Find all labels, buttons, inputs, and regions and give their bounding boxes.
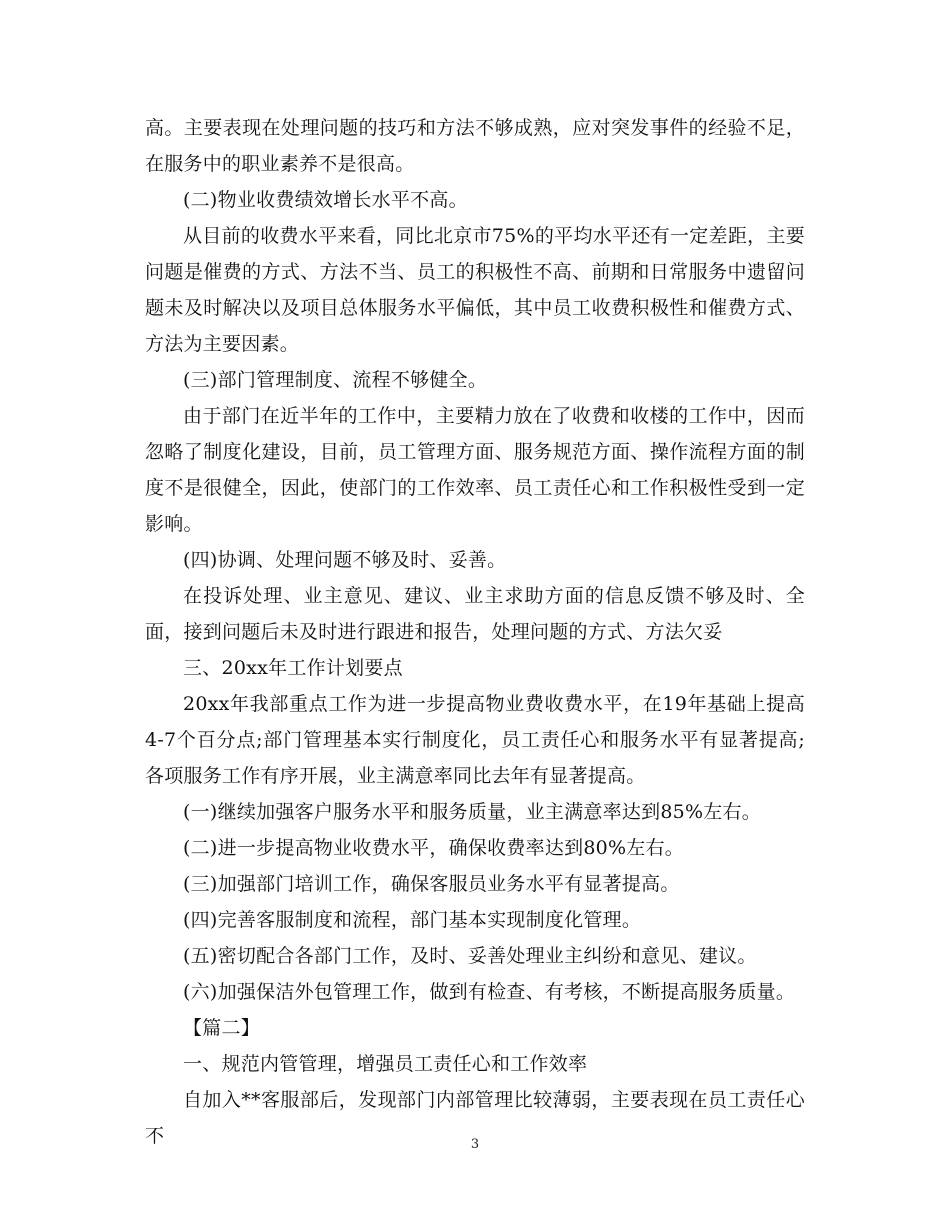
plan-item-4: (四)完善客服制度和流程，部门基本实现制度化管理。 — [183, 909, 642, 931]
paragraph-work-plan: 20xx年我部重点工作为进一步提高物业费收费水平，在19年基础上提高4-7个百分点;部门管理基本实行制度化，员工责任心和服务水平有显著提高;各项服务工作有序开展，业主满意率同比去年有显著提高。 — [145, 693, 805, 787]
plan-item-6: (六)加强保洁外包管理工作，做到有检查、有考核，不断提高服务质量。 — [183, 981, 796, 1003]
plan-item-2: (二)进一步提高物业收费水平，确保收费率达到80%左右。 — [183, 837, 685, 859]
paragraph-management-system: 由于部门在近半年的工作中，主要精力放在了收费和收楼的工作中，因而忽略了制度化建设，目前，员工管理方面、服务规范方面、操作流程方面的制度不是很健全，因此，使部门的工作效率、员工责任心和工作积极性受到一定影响。 — [145, 405, 805, 535]
paragraph-continuation: 高。主要表现在处理问题的技巧和方法不够成熟，应对突发事件的经验不足，在服务中的职业素养不是很高。 — [145, 117, 805, 175]
heading-fee-performance: (二)物业收费绩效增长水平不高。 — [183, 189, 468, 211]
heading-coordination: (四)协调、处理问题不够及时、妥善。 — [183, 549, 507, 571]
section-heading-part-two: 【篇二】 — [183, 1017, 261, 1039]
paragraph-internal-management: 自加入**客服部后，发现部门内部管理比较薄弱，主要表现在员工责任心不 — [145, 1089, 805, 1147]
document-body — [145, 110, 805, 1154]
page-number: 3 — [470, 1137, 480, 1152]
heading-internal-management: 一、规范内管管理，增强员工责任心和工作效率 — [183, 1053, 588, 1075]
paragraph-coordination: 在投诉处理、业主意见、建议、业主求助方面的信息反馈不够及时、全面，接到问题后未及时进行跟进和报告，处理问题的方式、方法欠妥 — [145, 585, 805, 643]
plan-item-5: (五)密切配合各部门工作，及时、妥善处理业主纠纷和意见、建议。 — [183, 945, 757, 967]
plan-item-1: (一)继续加强客户服务水平和服务质量，业主满意率达到85%左右。 — [183, 801, 762, 823]
heading-work-plan: 三、20xx年工作计划要点 — [183, 657, 403, 679]
paragraph-fee-performance: 从目前的收费水平来看，同比北京市75%的平均水平还有一定差距，主要问题是催费的方式、方法不当、员工的积极性不高、前期和日常服务中遗留问题未及时解决以及项目总体服务水平偏低，其中员工收费积极性和催费方式、方法为主要因素。 — [145, 225, 805, 355]
plan-item-3: (三)加强部门培训工作，确保客服员业务水平有显著提高。 — [183, 873, 680, 895]
heading-management-system: (三)部门管理制度、流程不够健全。 — [183, 369, 488, 391]
